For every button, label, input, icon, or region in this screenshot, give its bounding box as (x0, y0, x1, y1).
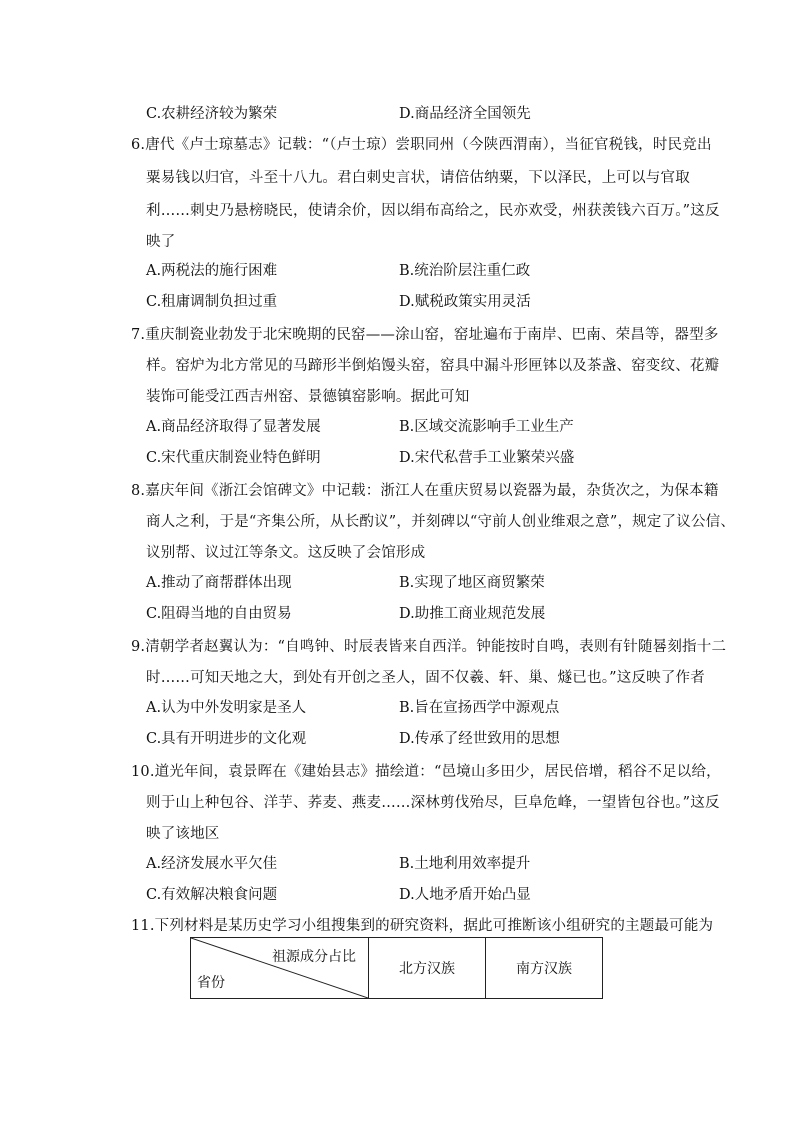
q7-line-1: 7.重庆制瓷业勃发于北宋晚期的民窑——涂山窑，窑址遍布于南岸、巴南、荣昌等，器型多 (131, 327, 719, 343)
q7-line-3: 装饰可能受江西吉州窑、景德镇窑影响。据此可知 (146, 389, 470, 405)
q9-option-a: A.认为中外发明家是圣人 (146, 700, 307, 716)
diagonal-header-top: 祖源成分占比 (272, 949, 356, 965)
q10-line-2: 则于山上种包谷、洋芋、荞麦、燕麦……深林剪伐殆尽，巨阜危峰，一望皆包谷也。”这反 (146, 795, 720, 811)
q9-option-b: B.旨在宣扬西学中源观点 (399, 700, 560, 716)
q10-option-d: D.人地矛盾开始凸显 (399, 887, 531, 903)
diagonal-header-cell (191, 938, 369, 999)
q9-line-1: 9.清朝学者赵翼认为：“自鸣钟、时辰表皆来自西洋。钟能按时自鸣，表则有针随晷刻指十二 (131, 639, 727, 655)
q6-line-2: 粟易钱以归官，斗至十八九。君白刺史言状，请倍估纳粟，下以泽民，上可以与官取 (146, 170, 690, 186)
q5-option-c: C.农耕经济较为繁荣 (146, 106, 278, 122)
q10-option-c: C.有效解决粮食问题 (146, 887, 278, 903)
q7-option-c: C.宋代重庆制瓷业特色鲜明 (146, 450, 321, 466)
q7-line-2: 样。窑炉为北方常见的马蹄形半倒焰馒头窑，窑具中漏斗形匣钵以及茶盏、窑变纹、花瓣 (146, 358, 720, 374)
q5-option-d: D.商品经济全国领先 (399, 106, 531, 122)
q6-option-b: B.统治阶层注重仁政 (399, 263, 531, 279)
diagonal-header-bottom: 省份 (197, 975, 225, 991)
q11-line-1: 11.下列材料是某历史学习小组搜集到的研究资料，据此可推断该小组研究的主题最可能为 (131, 918, 714, 934)
q9-line-2: 时……可知天地之大，到处有开创之圣人，固不仅羲、轩、巢、燧已也。”这反映了作者 (146, 670, 705, 686)
q6-line-1: 6.唐代《卢士琼墓志》记载：“（卢士琼）尝职同州（今陕西渭南），当征官税钱，时民竞出 (131, 137, 712, 153)
q8-line-3: 议别帮、议过江等条文。这反映了会馆形成 (146, 545, 426, 561)
q8-line-1: 8.嘉庆年间《浙江会馆碑文》中记载：浙江人在重庆贸易以瓷器为最，杂货次之，为保本籍 (131, 483, 719, 499)
q10-option-a: A.经济发展水平欠佳 (146, 856, 278, 872)
q9-option-c: C.具有开明进步的文化观 (146, 731, 307, 747)
ancestry-table (190, 937, 603, 999)
q6-option-d: D.赋税政策实用灵活 (399, 294, 531, 310)
column-header-south: 南方汉族 (486, 938, 603, 999)
q6-line-3: 利……刺史乃悬榜晓民，使请余价，因以绢布高给之，民亦欢受，州获羡钱六百万。”这反 (146, 203, 720, 219)
q6-line-4: 映了 (146, 234, 176, 250)
q8-option-d: D.助推工商业规范发展 (399, 606, 546, 622)
q8-option-a: A.推动了商帮群体出现 (146, 575, 292, 591)
q7-option-a: A.商品经济取得了显著发展 (146, 419, 321, 435)
q8-option-c: C.阻碍当地的自由贸易 (146, 606, 292, 622)
q7-option-d: D.宋代私营手工业繁荣兴盛 (399, 450, 575, 466)
q10-option-b: B.土地利用效率提升 (399, 856, 531, 872)
column-header-north: 北方汉族 (369, 938, 486, 999)
q10-line-1: 10.道光年间，袁景晖在《建始县志》描绘道：“邑境山多田少，居民倍增，稻谷不足以给， (131, 764, 721, 780)
table-header-row (191, 938, 603, 999)
q7-option-b: B.区域交流影响手工业生产 (399, 419, 574, 435)
q6-option-a: A.两税法的施行困难 (146, 263, 278, 279)
q9-option-d: D.传承了经世致用的思想 (399, 731, 560, 747)
q8-option-b: B.实现了地区商贸繁荣 (399, 575, 545, 591)
q6-option-c: C.租庸调制负担过重 (146, 294, 278, 310)
q8-line-2: 商人之利，于是“齐集公所，从长酌议”，并刻碑以“守前人创业维艰之意”，规定了议公信、 (146, 514, 736, 530)
q10-line-3: 映了该地区 (146, 826, 220, 842)
